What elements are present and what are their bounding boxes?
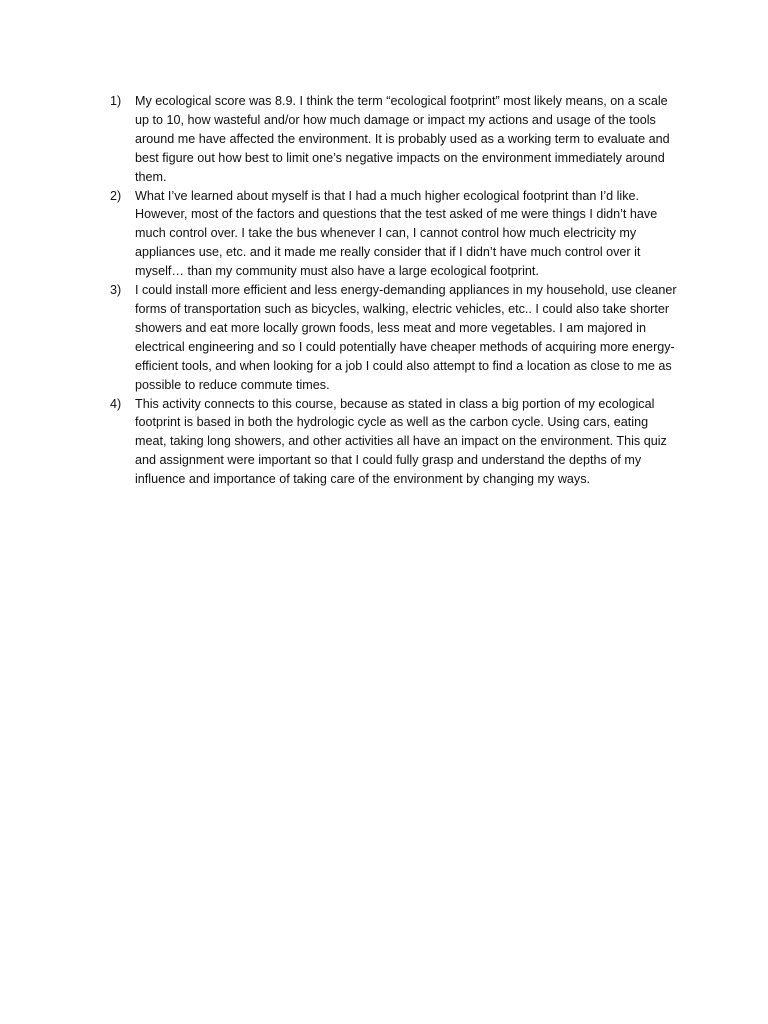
list-item-number: 2)	[110, 188, 122, 203]
list-item-number: 4)	[110, 396, 122, 411]
list-item-text: This activity connects to this course, because as stated in class a big portion of my ecological footprint is based in both the hydrologic cycle as well as the carbon cycle. Using cars, eating meat, taking long showers, and other activities all have an impact on the environment. This quiz and assignment were important so that I could fully grasp and understand the depths of my influence and importance of taking care of the environment by changing my ways.	[135, 396, 667, 487]
numbered-list	[110, 92, 680, 489]
list-item	[110, 281, 680, 394]
list-item	[110, 395, 680, 490]
list-item	[110, 187, 680, 282]
list-item-text: My ecological score was 8.9. I think the term “ecological footprint” most likely means, on a scale up to 10, how wasteful and/or how much damage or impact my actions and usage of the tools around me have affected the environment. It is probably used as a working term to evaluate and best figure out how best to limit one’s negative impacts on the environment immediately around them.	[135, 94, 670, 184]
list-item	[110, 92, 680, 187]
list-item-number: 3)	[110, 283, 122, 298]
list-item-text: What I’ve learned about myself is that I had a much higher ecological footprint than I’d like. However, most of the factors and questions that the test asked of me were things I didn’t have much control over. I take the bus whenever I can, I cannot control how much electricity my appliances use, etc. and it made me really consider that if I didn’t have much control over it myself… than my community must also have a large ecological footprint.	[135, 188, 658, 279]
list-item-number: 1)	[110, 94, 122, 108]
list-item-text: I could install more efficient and less energy-demanding appliances in my household, use cleaner forms of transportation such as bicycles, walking, electric vehicles, etc.. I could also take shorter showers and eat more locally grown foods, less meat and more vegetables. I am majored in electrical engineering and so I could potentially have cheaper methods of acquiring more energy-efficient tools, and when looking for a job I could also attempt to find a location as close to me as possible to reduce commute times.	[135, 283, 677, 392]
